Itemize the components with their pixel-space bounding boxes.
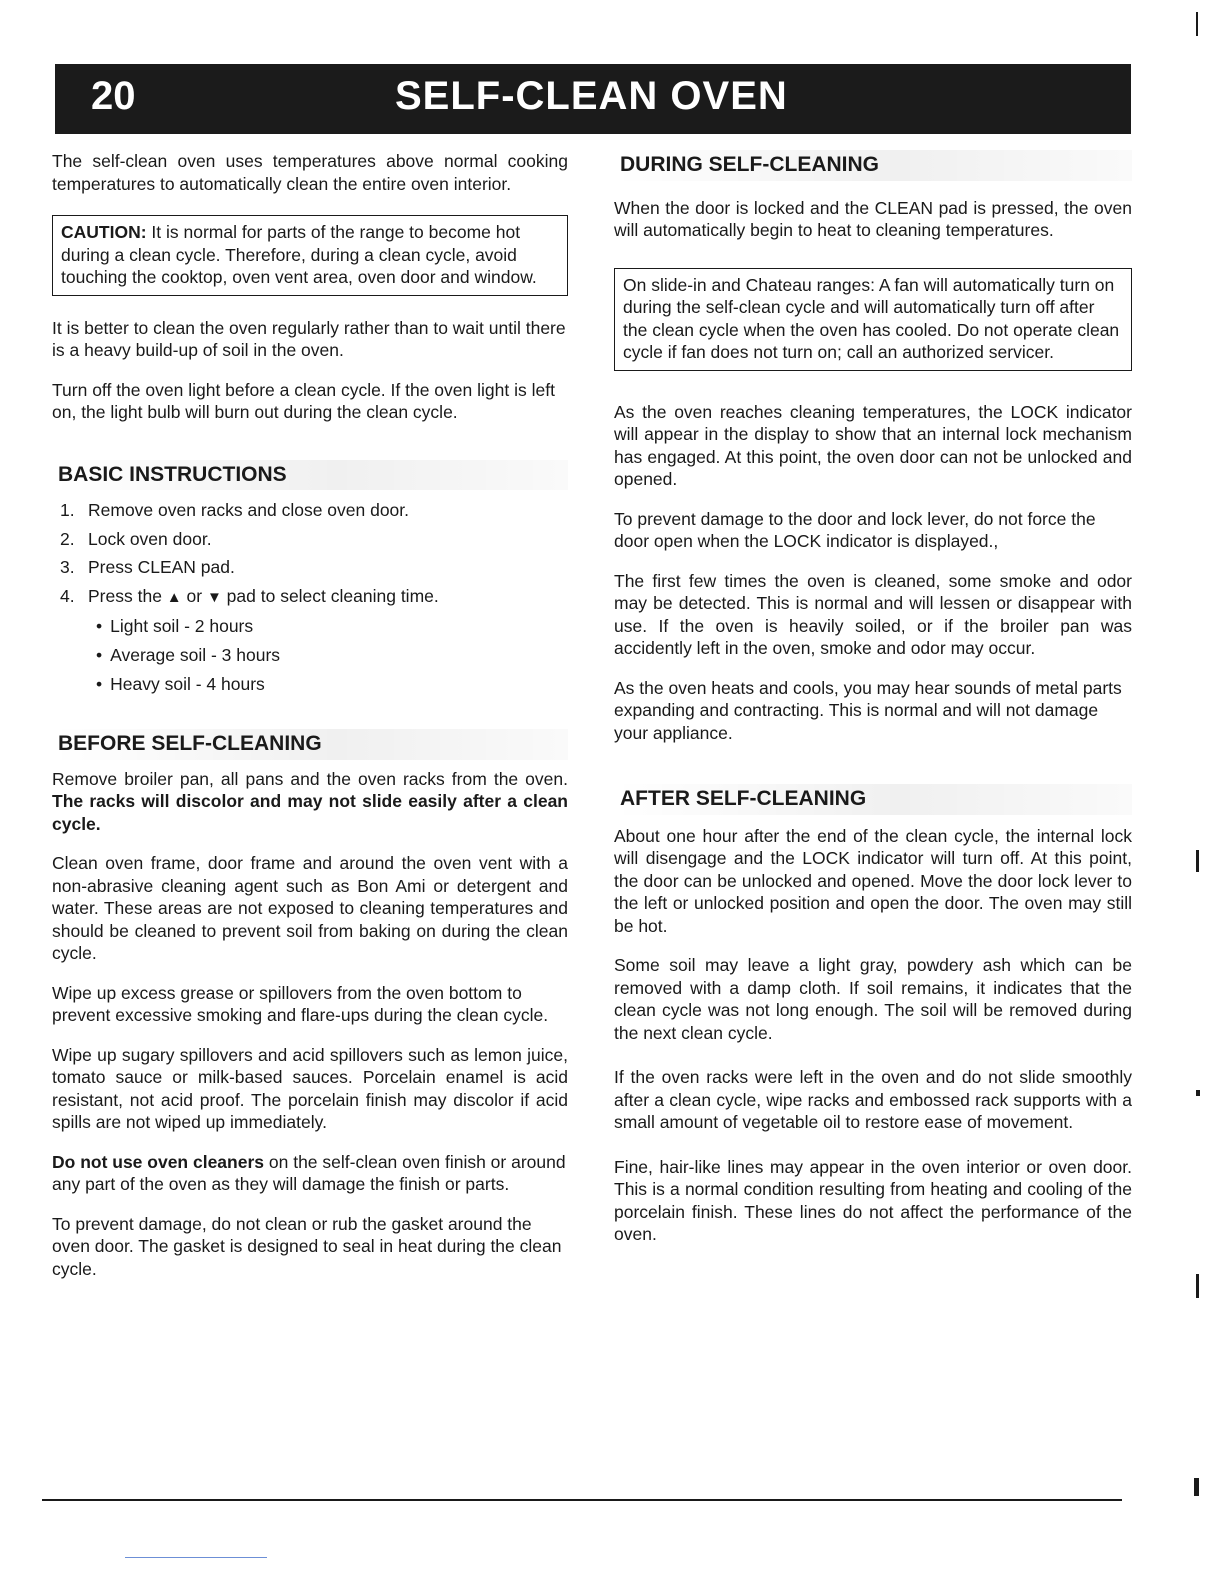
remove-pans-paragraph: Remove broiler pan, all pans and the oven racks from the oven. The racks will discolor and may not slide easily after a clean cycle. xyxy=(52,768,568,834)
up-arrow-icon: ▲ xyxy=(166,588,182,606)
fan-note-box: On slide-in and Chateau ranges: A fan will automatically turn on during the self-clean cycle and will automatically turn off after the clean cycle when the oven has cooled. Do not operate clean cycle if fan does not turn on; call an authorized servicer. xyxy=(614,268,1132,371)
soil-times-list xyxy=(52,612,568,699)
step-item: 4. Press the ▲ or ▼ pad to select cleaning time. xyxy=(60,585,439,606)
hairline-paragraph: Fine, hair-like lines may appear in the oven interior or oven door. This is a normal condition resulting from heating and cooling of the porcelain finish. These lines do not affect the performance of the oven. xyxy=(614,1156,1132,1244)
caution-label: CAUTION: xyxy=(61,222,147,242)
list-item: • Average soil - 3 hours xyxy=(52,641,568,670)
caution-text: It is normal for parts of the range to become hot during a clean cycle. Therefore, during a clean cycle, avoid touching the cooktop, oven vent area, oven door and window. xyxy=(61,222,537,287)
lock-disengage-paragraph: About one hour after the end of the clean cycle, the internal lock will disengage and the LOCK indicator will turn off. At this point, the door can be unlocked and opened. Move the door lock lever to the left or unlocked position and open the door. The oven may still be hot. xyxy=(614,825,1132,936)
door-force-paragraph: To prevent damage to the door and lock lever, do not force the door open when the LOCK indicator is displayed., xyxy=(614,508,1096,551)
ash-paragraph: Some soil may leave a light gray, powdery ash which can be removed with a damp cloth. If soil remains, it indicates that the clean cycle was not long enough. The soil will be removed during the next clean cycle. xyxy=(614,955,1132,1043)
basic-instructions-heading: BASIC INSTRUCTIONS xyxy=(52,460,568,491)
left-column xyxy=(52,150,568,1297)
scan-mark xyxy=(1196,1090,1200,1096)
down-arrow-icon: ▼ xyxy=(206,588,222,606)
intro-paragraph: The self-clean oven uses temperatures above normal cooking temperatures to automatically clean the entire oven interior. xyxy=(52,151,568,194)
during-self-cleaning-heading: DURING SELF-CLEANING xyxy=(614,150,1132,181)
after-self-cleaning-heading: AFTER SELF-CLEANING xyxy=(614,784,1132,815)
scan-mark xyxy=(1194,1478,1199,1496)
scan-mark xyxy=(1196,1274,1199,1298)
gasket-paragraph: To prevent damage, do not clean or rub the gasket around the oven door. The gasket is designed to seal in heat during the clean cycle. xyxy=(52,1213,562,1279)
right-column xyxy=(614,150,1132,1263)
scan-mark xyxy=(1196,850,1199,872)
metal-sounds-paragraph: As the oven heats and cools, you may hear sounds of metal parts expanding and contracting. This is normal and will not damage your appliance. xyxy=(614,677,1122,743)
list-item: • Heavy soil - 4 hours xyxy=(52,670,568,699)
step-item: 3. Press CLEAN pad. xyxy=(60,557,235,577)
steps-list xyxy=(52,496,568,612)
before-self-cleaning-heading: BEFORE SELF-CLEANING xyxy=(52,729,568,760)
lock-indicator-paragraph: As the oven reaches cleaning temperatures, the LOCK indicator will appear in the display to show that an internal lock mechanism has engaged. At this point, the oven door can not be unlocked and opened. xyxy=(614,401,1132,489)
page-header xyxy=(55,64,1131,134)
clean-regularly-paragraph: It is better to clean the oven regularly rather than to wait until there is a heavy build-up of soil in the oven. xyxy=(52,317,566,360)
list-item: • Light soil - 2 hours xyxy=(52,612,568,641)
clean-frame-paragraph: Clean oven frame, door frame and around the oven vent with a non-abrasive cleaning agent such as Bon Ami or detergent and water. These areas are not exposed to cleaning temperatures and should be cleaned to prevent soil from baking on during the clean cycle. xyxy=(52,853,568,963)
step-item: 1. Remove oven racks and close oven door. xyxy=(60,500,410,520)
caution-box xyxy=(52,215,568,296)
footer-rule xyxy=(42,1499,1122,1501)
page-number: 20 xyxy=(91,74,136,118)
oven-light-paragraph: Turn off the oven light before a clean cycle. If the oven light is left on, the light bulb will burn out during the clean cycle. xyxy=(52,379,555,422)
oven-cleaners-paragraph: Do not use oven cleaners on the self-clean oven finish or around any part of the oven as they will damage the finish or parts. xyxy=(52,1151,566,1194)
smoke-odor-paragraph: The first few times the oven is cleaned, some smoke and odor may be detected. This is normal and will lessen or disappear with use. If the oven is heavily soiled, or if the broiler pan was accidently left in the oven, smoke and odor may occur. xyxy=(614,570,1132,658)
step-item: 2. Lock oven door. xyxy=(60,528,212,549)
scan-mark xyxy=(1196,12,1198,36)
heat-start-paragraph: When the door is locked and the CLEAN pad is pressed, the oven will automatically begin to heat to cleaning temperatures. xyxy=(614,197,1132,240)
grease-paragraph: Wipe up excess grease or spillovers from the oven bottom to prevent excessive smoking and flare-ups during the clean cycle. xyxy=(52,982,549,1025)
footer-accent-line xyxy=(125,1557,267,1558)
page-title: SELF-CLEAN OVEN xyxy=(395,74,788,118)
rack-oil-paragraph: If the oven racks were left in the oven and do not slide smoothly after a clean cycle, wipe racks and embossed rack supports with a small amount of vegetable oil to restore ease of movement. xyxy=(614,1067,1132,1132)
acid-spill-paragraph: Wipe up sugary spillovers and acid spillovers such as lemon juice, tomato sauce or milk-based sauces. Porcelain enamel is acid resistant, not acid proof. The porcelain finish may discolor if acid spills are not wiped up immediately. xyxy=(52,1044,568,1132)
